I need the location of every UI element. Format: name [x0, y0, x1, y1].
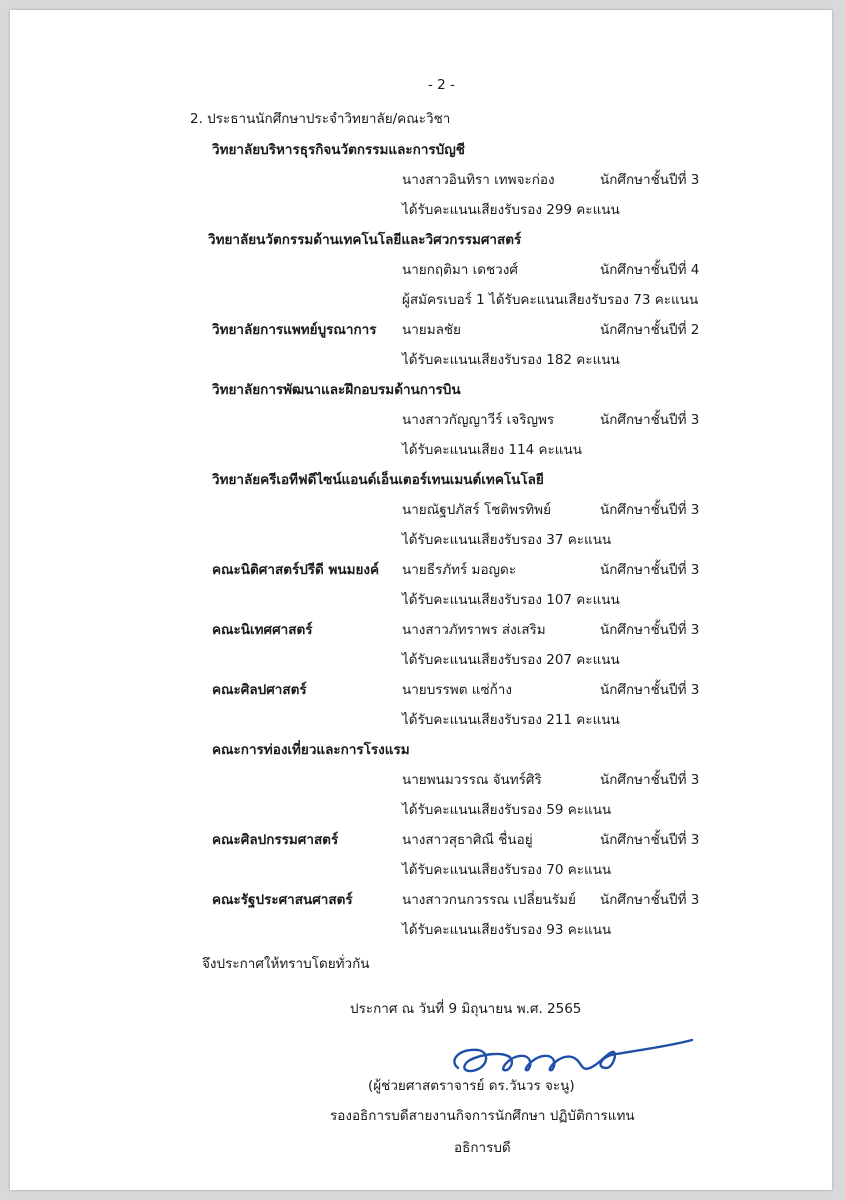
candidate-year: นักศึกษาชั้นปีที่ 3: [600, 172, 700, 188]
candidate-votes: ได้รับคะแนนเสียงรับรอง 182 คะแนน: [402, 352, 620, 368]
candidate-votes: ได้รับคะแนนเสียงรับรอง 107 คะแนน: [402, 592, 620, 608]
candidate-year: นักศึกษาชั้นปีที่ 2: [600, 322, 700, 338]
candidate-name: นางสาวกัญญาวีร์ เจริญพร: [402, 412, 555, 428]
announcement-date: ประกาศ ณ วันที่ 9 มิถุนายน พ.ศ. 2565: [350, 1001, 582, 1017]
document-page: [10, 10, 832, 1190]
page-number: - 2 -: [428, 77, 455, 93]
candidate-name: นายบรรพต แซ่ก้าง: [402, 682, 512, 698]
candidate-name: นายกฤติมา เดชวงศ์: [402, 262, 518, 278]
faculty-label: วิทยาลัยการพัฒนาและฝึกอบรมด้านการบิน: [212, 382, 461, 398]
candidate-votes: ได้รับคะแนนเสียงรับรอง 70 คะแนน: [402, 862, 612, 878]
candidate-name: นางสาวอินทิรา เทพจะก่อง: [402, 172, 555, 188]
section-title: 2. ประธานนักศึกษาประจำวิทยาลัย/คณะวิชา: [190, 111, 451, 127]
signer-position-line2: อธิการบดี: [454, 1140, 511, 1156]
faculty-label: คณะนิเทศศาสตร์: [212, 622, 313, 638]
candidate-year: นักศึกษาชั้นปีที่ 3: [600, 562, 700, 578]
faculty-label: วิทยาลัยการแพทย์บูรณาการ: [212, 322, 377, 338]
faculty-label: วิทยาลัยนวัตกรรมด้านเทคโนโลยีและวิศวกรรมศาสตร์: [208, 232, 522, 248]
candidate-votes: ได้รับคะแนนเสียงรับรอง 59 คะแนน: [402, 802, 612, 818]
candidate-year: นักศึกษาชั้นปีที่ 3: [600, 622, 700, 638]
closing-statement: จึงประกาศให้ทราบโดยทั่วกัน: [202, 956, 370, 972]
faculty-label: คณะการท่องเที่ยวและการโรงแรม: [212, 742, 410, 758]
candidate-name: นายธีรภัทร์ มอญดะ: [402, 562, 517, 578]
candidate-name: นางสาวภัทราพร ส่งเสริม: [402, 622, 546, 638]
candidate-year: นักศึกษาชั้นปีที่ 3: [600, 832, 700, 848]
candidate-year: นักศึกษาชั้นปีที่ 3: [600, 682, 700, 698]
faculty-label: วิทยาลัยครีเอทีฟดีไซน์แอนด์เอ็นเตอร์เทนเมนต์เทคโนโลยี: [212, 472, 544, 488]
candidate-votes: ได้รับคะแนนเสียงรับรอง 37 คะแนน: [402, 532, 612, 548]
candidate-votes: ผู้สมัครเบอร์ 1 ได้รับคะแนนเสียงรับรอง 73 คะแนน: [402, 292, 699, 308]
candidate-name: นายพนมวรรณ จันทร์ศิริ: [402, 772, 542, 788]
candidate-votes: ได้รับคะแนนเสียงรับรอง 211 คะแนน: [402, 712, 620, 728]
signer-position: รองอธิการบดีสายงานกิจการนักศึกษา ปฏิบัติการแทน: [330, 1108, 635, 1124]
candidate-votes: ได้รับคะแนนเสียงรับรอง 93 คะแนน: [402, 922, 612, 938]
candidate-votes: ได้รับคะแนนเสียงรับรอง 299 คะแนน: [402, 202, 620, 218]
candidate-name: นายมลชัย: [402, 322, 461, 338]
faculty-label: คณะศิลปกรรมศาสตร์: [212, 832, 339, 848]
candidate-year: นักศึกษาชั้นปีที่ 4: [600, 262, 700, 278]
candidate-year: นักศึกษาชั้นปีที่ 3: [600, 892, 700, 908]
candidate-year: นักศึกษาชั้นปีที่ 3: [600, 772, 700, 788]
candidate-name: นางสาวกนกวรรณ เปลี่ยนรัมย์: [402, 892, 576, 908]
faculty-label: คณะรัฐประศาสนศาสตร์: [212, 892, 353, 908]
candidate-year: นักศึกษาชั้นปีที่ 3: [600, 412, 700, 428]
candidate-votes: ได้รับคะแนนเสียงรับรอง 207 คะแนน: [402, 652, 620, 668]
faculty-label: คณะนิติศาสตร์ปรีดี พนมยงค์: [212, 562, 380, 578]
signer-name: (ผู้ช่วยศาสตราจารย์ ดร.วันวร จะนู): [368, 1078, 575, 1094]
candidate-name: นายณัฐปภัสร์ โชติพรทิพย์: [402, 502, 551, 518]
candidate-votes: ได้รับคะแนนเสียง 114 คะแนน: [402, 442, 582, 458]
faculty-label: วิทยาลัยบริหารธุรกิจนวัตกรรมและการบัญชี: [212, 142, 465, 158]
candidate-name: นางสาวสุธาศิณี ชื่นอยู่: [402, 832, 533, 848]
faculty-label: คณะศิลปศาสตร์: [212, 682, 307, 698]
candidate-year: นักศึกษาชั้นปีที่ 3: [600, 502, 700, 518]
